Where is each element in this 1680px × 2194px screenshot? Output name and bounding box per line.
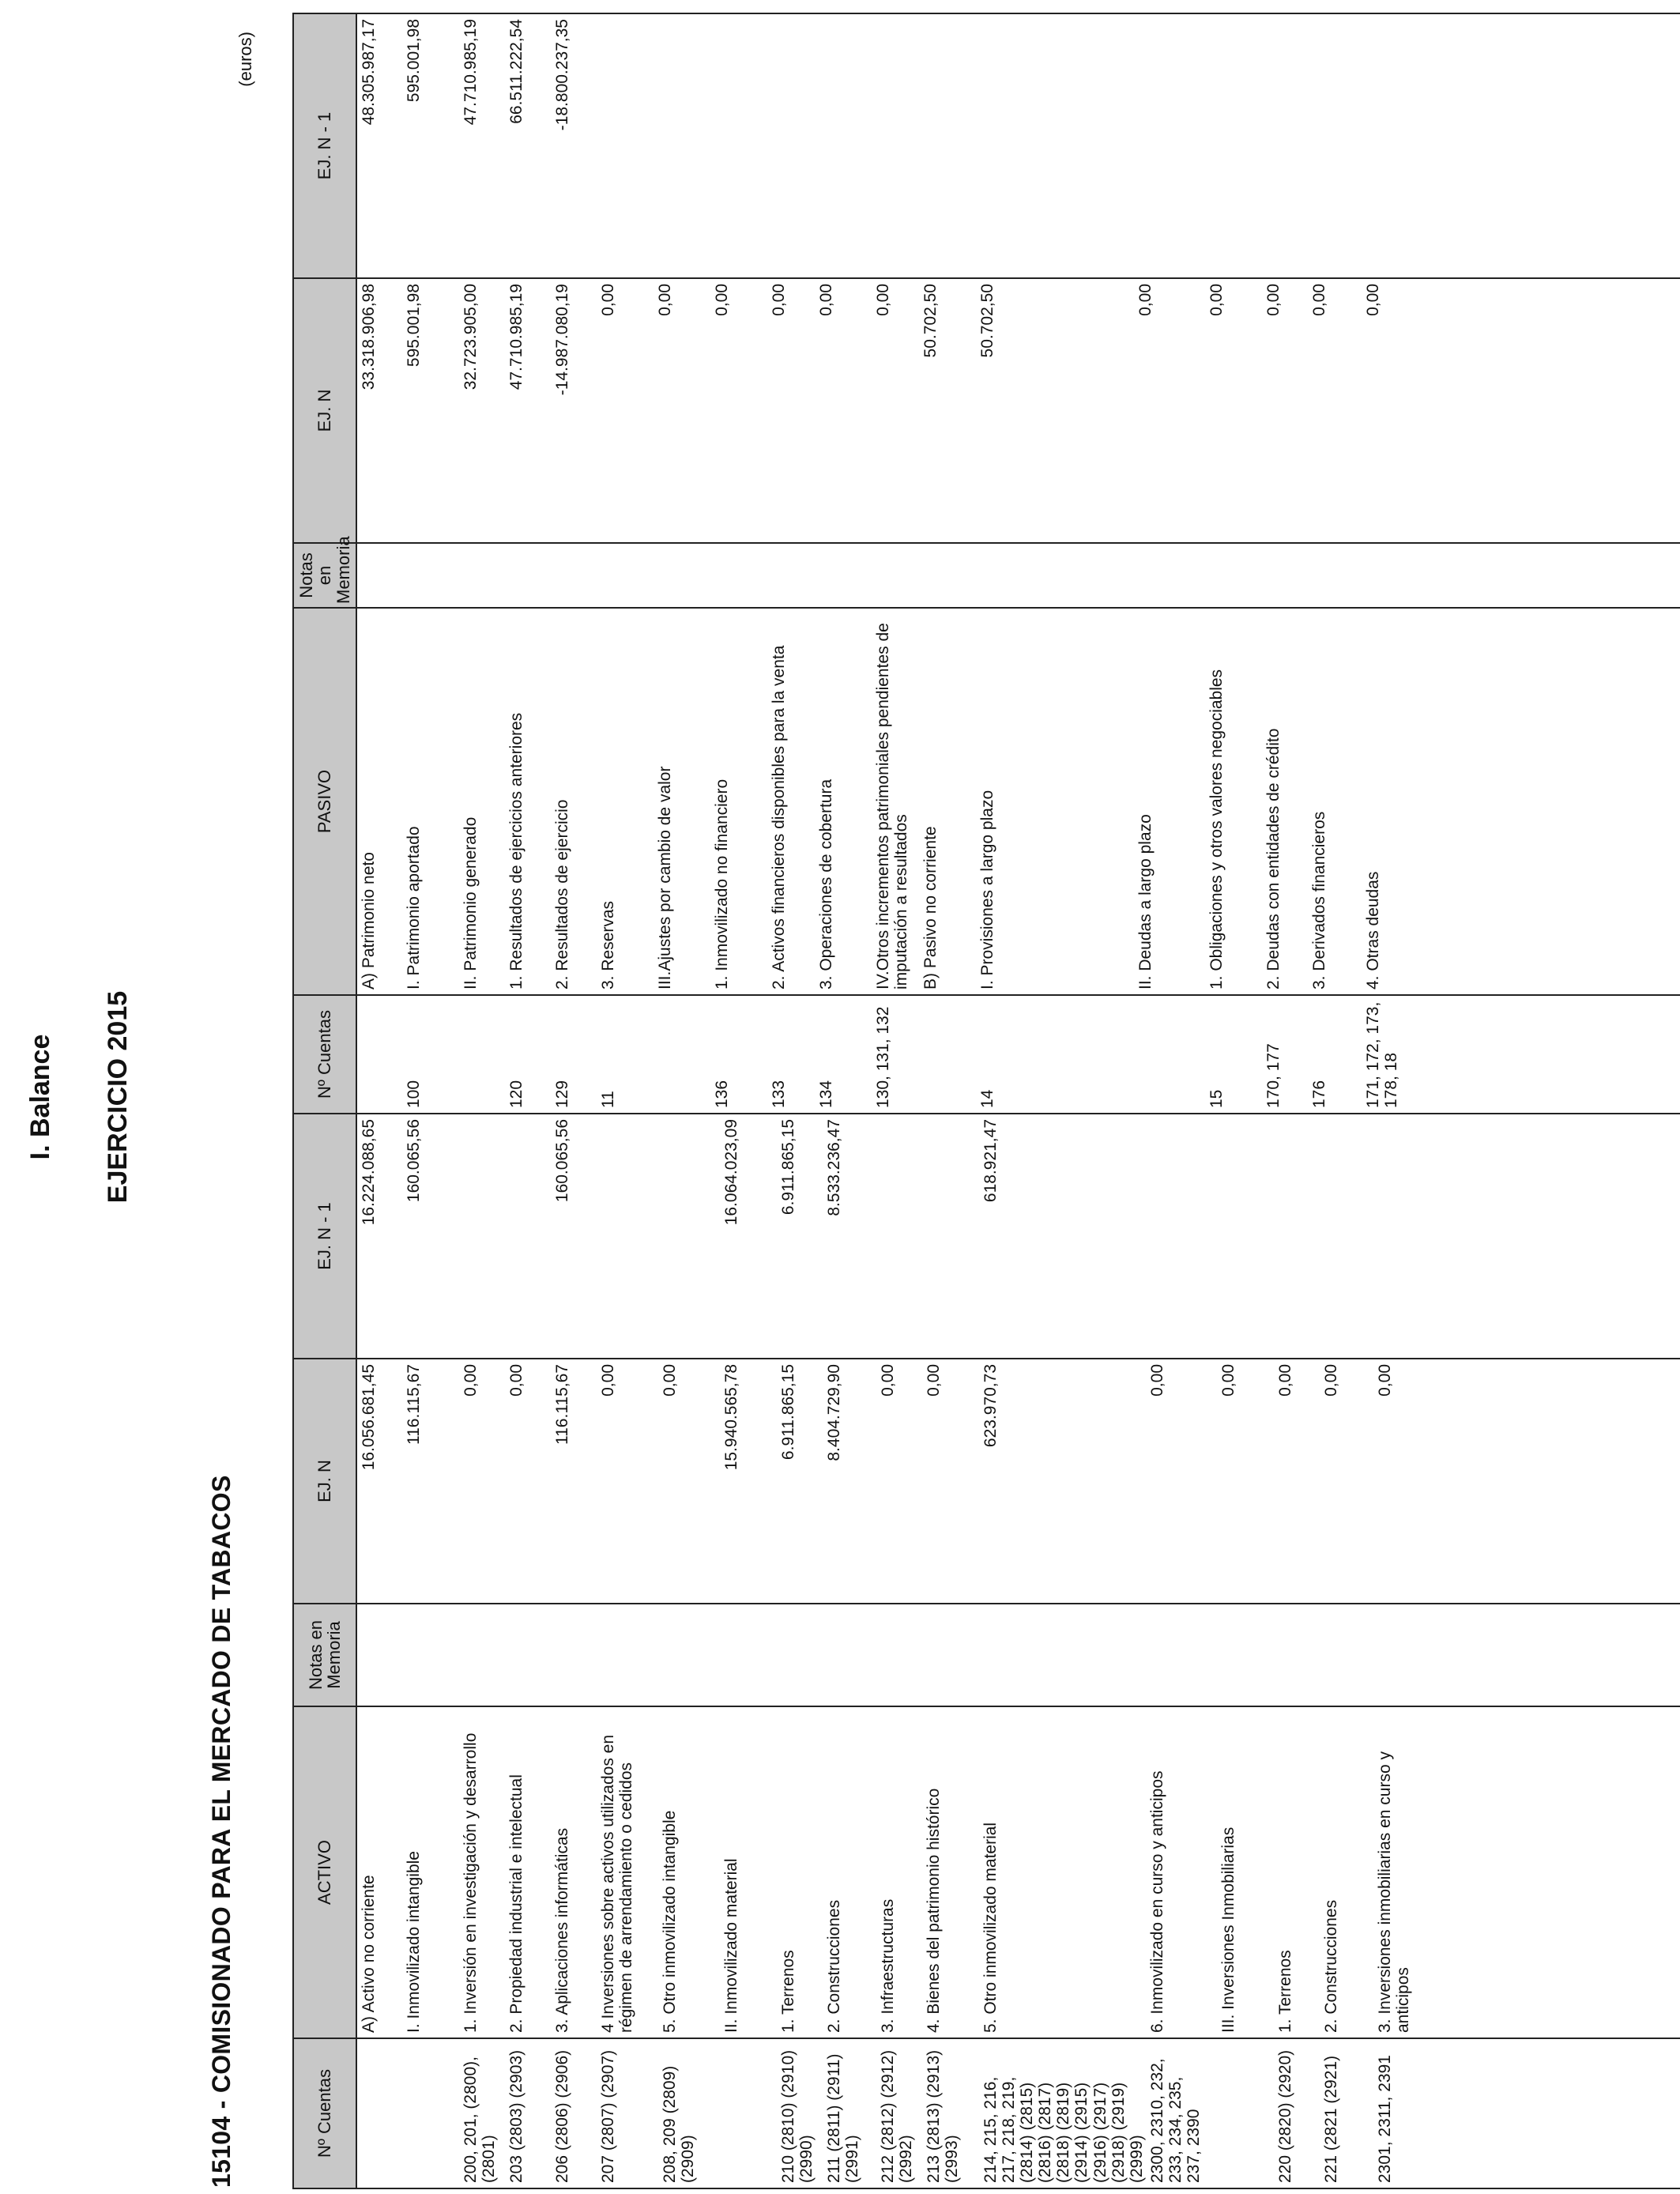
activo-row — [1217, 1114, 1274, 2188]
pasivo-row — [356, 13, 402, 1114]
pasivo-notes-cell — [710, 543, 767, 608]
pasivo-label-cell: 1. Resultados de ejercicios anteriores — [505, 608, 551, 995]
activo-ej-n1-cell: 6.911.865,15 — [777, 1114, 823, 1359]
activo-filler-cell — [1419, 1114, 1680, 1359]
pasivo-label-cell: 3. Reservas — [597, 608, 654, 995]
activo-row — [1320, 1114, 1373, 2188]
activo-ej-n1-cell — [658, 1114, 720, 1359]
activo-label-cell: A) Activo no corriente — [356, 1706, 402, 2038]
activo-ej-n1-cell: 160.065,56 — [551, 1114, 597, 1359]
activo-col-ej-n: EJ. N — [293, 1359, 356, 1604]
currency-unit: (euros) — [235, 32, 255, 87]
pasivo-ej-n1-cell — [815, 13, 872, 278]
activo-label-cell: 5. Otro inmovilizado intangible — [658, 1706, 720, 2038]
activo-notes-cell — [1274, 1604, 1320, 1706]
activo-notes-cell — [823, 1604, 876, 1706]
pasivo-ej-n-cell: 0,00 — [654, 278, 710, 543]
pasivo-row — [1262, 13, 1308, 1114]
activo-filler-cell — [1419, 2038, 1680, 2188]
pasivo-ej-n1-cell: 47.710.985,19 — [459, 13, 505, 278]
pasivo-ej-n-cell: 0,00 — [815, 278, 872, 543]
activo-accounts-cell: 220 (2820) (2920) — [1274, 2038, 1320, 2188]
pasivo-ej-n-cell: 0,00 — [767, 278, 815, 543]
activo-ej-n1-cell — [459, 1114, 505, 1359]
pasivo-accounts-cell: 130, 131, 132 — [872, 995, 919, 1114]
activo-row — [551, 1114, 597, 2188]
pasivo-row — [710, 13, 767, 1114]
activo-row — [979, 1114, 1146, 2188]
activo-label-cell: 5. Otro inmovilizado material — [979, 1706, 1146, 2038]
activo-ej-n1-cell — [1217, 1114, 1274, 1359]
pasivo-notes-cell — [551, 543, 597, 608]
activo-col-label: ACTIVO — [293, 1706, 356, 2038]
pasivo-row — [976, 13, 1134, 1114]
activo-ej-n-cell: 116.115,67 — [551, 1359, 597, 1604]
pasivo-col-ej-n1: EJ. N - 1 — [293, 13, 356, 278]
pasivo-label-cell: 1. Obligaciones y otros valores negociables — [1205, 608, 1262, 995]
pasivo-ej-n-cell: 50.702,50 — [976, 278, 1134, 543]
activo-accounts-cell: 214, 215, 216, 217, 218, 219, (2814) (2815) (2816) (2817) (2818) (2819) (2914) (2915) (2916) (2917) (2918) (2919) (2999) — [979, 2038, 1146, 2188]
pasivo-ej-n1-cell: -18.800.237,35 — [551, 13, 597, 278]
pasivo-ej-n1-cell: 48.305.987,17 — [356, 13, 402, 278]
activo-accounts-cell: 206 (2806) (2906) — [551, 2038, 597, 2188]
activo-notes-cell — [979, 1604, 1146, 1706]
activo-label-cell: II. Inmovilizado material — [720, 1706, 777, 2038]
pasivo-accounts-cell: 14 — [976, 995, 1134, 1114]
activo-ej-n1-cell — [876, 1114, 922, 1359]
pasivo-accounts-cell: 136 — [710, 995, 767, 1114]
pasivo-row — [872, 13, 919, 1114]
pasivo-col-notes: Notas en Memoria — [293, 543, 356, 608]
activo-label-cell: 3. Inversiones inmobiliarias en curso y anticipos — [1373, 1706, 1419, 2038]
activo-accounts-cell: 213 (2813) (2913) (2993) — [922, 2038, 979, 2188]
pasivo-ej-n1-cell — [767, 13, 815, 278]
pasivo-ej-n1-cell — [1205, 13, 1262, 278]
activo-notes-cell — [356, 1604, 402, 1706]
pasivo-row — [767, 13, 815, 1114]
activo-label-cell: III. Inversiones Inmobiliarias — [1217, 1706, 1274, 2038]
document-header — [0, 0, 292, 2194]
activo-accounts-cell: 207 (2807) (2907) — [597, 2038, 658, 2188]
activo-accounts-cell: 211 (2811) (2911) (2991) — [823, 2038, 876, 2188]
activo-accounts-cell: 210 (2810) (2910) (2990) — [777, 2038, 823, 2188]
activo-notes-cell — [402, 1604, 459, 1706]
pasivo-label-cell: IV.Otros incrementos patrimoniales pendientes de imputación a resultados — [872, 608, 919, 995]
activo-row — [597, 1114, 658, 2188]
pasivo-ej-n-cell: 0,00 — [1308, 278, 1362, 543]
pasivo-ej-n1-cell — [1308, 13, 1362, 278]
activo-row — [459, 1114, 505, 2188]
activo-ej-n1-cell: 618.921,47 — [979, 1114, 1146, 1359]
activo-ej-n-cell: 8.404.729,90 — [823, 1359, 876, 1604]
activo-notes-cell — [597, 1604, 658, 1706]
activo-notes-cell — [1373, 1604, 1419, 1706]
pasivo-label-cell: B) Pasivo no corriente — [919, 608, 976, 995]
activo-label-cell: 2. Construcciones — [823, 1706, 876, 2038]
pasivo-label-cell: 2. Resultados de ejercicio — [551, 608, 597, 995]
pasivo-row — [654, 13, 710, 1114]
pasivo-accounts-cell: 11 — [597, 995, 654, 1114]
activo-ej-n1-cell: 16.224.088,65 — [356, 1114, 402, 1359]
pasivo-row — [1308, 13, 1362, 1114]
pasivo-ej-n-cell: 32.723.905,00 — [459, 278, 505, 543]
activo-filler-cell — [1419, 1359, 1680, 1604]
pasivo-label-cell: 1. Inmovilizado no financiero — [710, 608, 767, 995]
activo-label-cell: 1. Terrenos — [1274, 1706, 1320, 2038]
activo-notes-cell — [922, 1604, 979, 1706]
page-heading: I. Balance — [25, 1034, 55, 1160]
pasivo-notes-cell — [767, 543, 815, 608]
activo-notes-cell — [720, 1604, 777, 1706]
pasivo-row — [1134, 13, 1205, 1114]
activo-accounts-cell — [356, 2038, 402, 2188]
activo-notes-cell — [1320, 1604, 1373, 1706]
pasivo-accounts-cell: 15 — [1205, 995, 1262, 1114]
pasivo-ej-n-cell: 0,00 — [710, 278, 767, 543]
pasivo-accounts-cell: 170, 177 — [1262, 995, 1308, 1114]
pasivo-ej-n-cell: 0,00 — [1205, 278, 1262, 543]
pasivo-accounts-cell — [459, 995, 505, 1114]
pasivo-ej-n-cell: 0,00 — [1362, 278, 1407, 543]
activo-ej-n-cell: 0,00 — [1146, 1359, 1217, 1604]
activo-row — [922, 1114, 979, 2188]
pasivo-table — [292, 13, 1680, 1114]
activo-notes-cell — [1146, 1604, 1217, 1706]
pasivo-notes-cell — [919, 543, 976, 608]
pasivo-label-cell: A) Patrimonio neto — [356, 608, 402, 995]
pasivo-notes-cell — [402, 543, 459, 608]
activo-label-cell: 1. Inversión en investigación y desarrollo — [459, 1706, 505, 2038]
pasivo-accounts-cell — [919, 995, 976, 1114]
pasivo-row — [815, 13, 872, 1114]
activo-notes-cell — [658, 1604, 720, 1706]
pasivo-ej-n1-cell — [654, 13, 710, 278]
pasivo-label-cell: 3. Operaciones de cobertura — [815, 608, 872, 995]
pasivo-ej-n1-cell — [1134, 13, 1205, 278]
pasivo-ej-n-cell: 0,00 — [1262, 278, 1308, 543]
activo-row — [1373, 1114, 1419, 2188]
pasivo-ej-n-cell: 0,00 — [597, 278, 654, 543]
pasivo-accounts-cell — [654, 995, 710, 1114]
activo-row — [720, 1114, 777, 2188]
pasivo-label-cell: I. Patrimonio aportado — [402, 608, 459, 995]
activo-accounts-cell — [720, 2038, 777, 2188]
pasivo-ej-n-cell: -14.987.080,19 — [551, 278, 597, 543]
activo-notes-cell — [1217, 1604, 1274, 1706]
pasivo-ej-n1-cell — [710, 13, 767, 278]
activo-label-cell: 1. Terrenos — [777, 1706, 823, 2038]
pasivo-notes-cell — [459, 543, 505, 608]
pasivo-row — [505, 13, 551, 1114]
pasivo-notes-cell — [1362, 543, 1407, 608]
activo-ej-n-cell: 0,00 — [1320, 1359, 1373, 1604]
activo-ej-n1-cell — [1274, 1114, 1320, 1359]
activo-row — [1146, 1114, 1217, 2188]
activo-row — [823, 1114, 876, 2188]
pasivo-label-cell: III.Ajustes por cambio de valor — [654, 608, 710, 995]
activo-ej-n-cell: 6.911.865,15 — [777, 1359, 823, 1604]
activo-ej-n-cell: 0,00 — [505, 1359, 551, 1604]
activo-row — [658, 1114, 720, 2188]
activo-ej-n1-cell: 8.533.236,47 — [823, 1114, 876, 1359]
activo-ej-n-cell: 116.115,67 — [402, 1359, 459, 1604]
activo-ej-n1-cell — [922, 1114, 979, 1359]
pasivo-label-cell: 3. Derivados financieros — [1308, 608, 1362, 995]
activo-header-row — [293, 1114, 356, 2188]
pasivo-row — [1362, 13, 1407, 1114]
pasivo-row — [919, 13, 976, 1114]
pasivo-filler-cell — [1407, 543, 1680, 608]
activo-ej-n-cell: 0,00 — [597, 1359, 658, 1604]
pasivo-accounts-cell — [356, 995, 402, 1114]
activo-notes-cell — [876, 1604, 922, 1706]
activo-label-cell: I. Inmovilizado intangible — [402, 1706, 459, 2038]
activo-row — [505, 1114, 551, 2188]
pasivo-header-row — [293, 13, 356, 1114]
pasivo-filler-cell — [1407, 278, 1680, 543]
activo-filler-row — [1419, 1114, 1680, 2188]
activo-accounts-cell: 208, 209 (2809) (2909) — [658, 2038, 720, 2188]
pasivo-row — [459, 13, 505, 1114]
activo-ej-n-cell: 15.940.565,78 — [720, 1359, 777, 1604]
activo-table — [292, 1113, 1680, 2189]
pasivo-filler-cell — [1407, 13, 1680, 278]
activo-notes-cell — [505, 1604, 551, 1706]
activo-notes-cell — [551, 1604, 597, 1706]
activo-ej-n-cell: 0,00 — [1274, 1359, 1320, 1604]
activo-accounts-cell: 2300, 2310, 232, 233, 234, 235, 237, 2390 — [1146, 2038, 1217, 2188]
pasivo-accounts-cell: 133 — [767, 995, 815, 1114]
pasivo-ej-n-cell: 595.001,98 — [402, 278, 459, 543]
pasivo-ej-n1-cell: 66.511.222,54 — [505, 13, 551, 278]
activo-accounts-cell: 221 (2821 (2921) — [1320, 2038, 1373, 2188]
activo-notes-cell — [777, 1604, 823, 1706]
pasivo-label-cell: I. Provisiones a largo plazo — [976, 608, 1134, 995]
pasivo-accounts-cell: 134 — [815, 995, 872, 1114]
pasivo-ej-n-cell: 0,00 — [872, 278, 919, 543]
pasivo-ej-n1-cell — [976, 13, 1134, 278]
pasivo-label-cell: II. Deudas a largo plazo — [1134, 608, 1205, 995]
activo-ej-n1-cell — [505, 1114, 551, 1359]
activo-filler-cell — [1419, 1706, 1680, 2038]
pasivo-notes-cell — [1205, 543, 1262, 608]
activo-notes-cell — [459, 1604, 505, 1706]
pasivo-row — [551, 13, 597, 1114]
pasivo-accounts-cell: 176 — [1308, 995, 1362, 1114]
activo-ej-n-cell: 16.056.681,45 — [356, 1359, 402, 1604]
activo-ej-n-cell: 0,00 — [922, 1359, 979, 1604]
pasivo-notes-cell — [1262, 543, 1308, 608]
pasivo-accounts-cell: 100 — [402, 995, 459, 1114]
activo-filler-cell — [1419, 1604, 1680, 1706]
activo-ej-n1-cell — [1320, 1114, 1373, 1359]
pasivo-notes-cell — [872, 543, 919, 608]
activo-label-cell: 3. Aplicaciones informáticas — [551, 1706, 597, 2038]
pasivo-ej-n1-cell — [1262, 13, 1308, 278]
pasivo-ej-n-cell: 50.702,50 — [919, 278, 976, 543]
activo-ej-n-cell: 0,00 — [459, 1359, 505, 1604]
activo-row — [356, 1114, 402, 2188]
entity-title: 15104 - COMISIONADO PARA EL MERCADO DE TABACOS — [207, 1475, 235, 2188]
activo-col-accounts: Nº Cuentas — [293, 2038, 356, 2188]
activo-row — [876, 1114, 922, 2188]
activo-accounts-cell — [1217, 2038, 1274, 2188]
pasivo-label-cell: II. Patrimonio generado — [459, 608, 505, 995]
pasivo-col-accounts: Nº Cuentas — [293, 995, 356, 1114]
activo-label-cell: 6. Inmovilizado en curso y anticipos — [1146, 1706, 1217, 2038]
pasivo-row — [597, 13, 654, 1114]
activo-ej-n-cell: 0,00 — [1373, 1359, 1419, 1604]
pasivo-notes-cell — [597, 543, 654, 608]
pasivo-accounts-cell: 171, 172, 173, 178, 18 — [1362, 995, 1407, 1114]
pasivo-row — [1205, 13, 1262, 1114]
pasivo-accounts-cell — [1134, 995, 1205, 1114]
pasivo-notes-cell — [505, 543, 551, 608]
pasivo-ej-n1-cell — [872, 13, 919, 278]
pasivo-filler-cell — [1407, 995, 1680, 1114]
pasivo-row — [402, 13, 459, 1114]
pasivo-ej-n1-cell — [597, 13, 654, 278]
pasivo-ej-n-cell: 33.318.906,98 — [356, 278, 402, 543]
pasivo-notes-cell — [976, 543, 1134, 608]
activo-ej-n1-cell — [1373, 1114, 1419, 1359]
pasivo-accounts-cell: 129 — [551, 995, 597, 1114]
activo-row — [1274, 1114, 1320, 2188]
activo-ej-n-cell: 0,00 — [658, 1359, 720, 1604]
pasivo-ej-n-cell: 0,00 — [1134, 278, 1205, 543]
activo-row — [777, 1114, 823, 2188]
pasivo-notes-cell — [356, 543, 402, 608]
activo-label-cell: 4. Bienes del patrimonio histórico — [922, 1706, 979, 2038]
activo-accounts-cell: 203 (2803) (2903) — [505, 2038, 551, 2188]
pasivo-accounts-cell: 120 — [505, 995, 551, 1114]
activo-label-cell: 4 Inversiones sobre activos utilizados en régimen de arrendamiento o cedidos — [597, 1706, 658, 2038]
activo-ej-n-cell: 0,00 — [1217, 1359, 1274, 1604]
activo-ej-n-cell: 0,00 — [876, 1359, 922, 1604]
pasivo-notes-cell — [1134, 543, 1205, 608]
pasivo-ej-n1-cell — [1362, 13, 1407, 278]
activo-accounts-cell: 212 (2812) (2912) (2992) — [876, 2038, 922, 2188]
activo-row — [402, 1114, 459, 2188]
pasivo-notes-cell — [815, 543, 872, 608]
exercise-title: EJERCICIO 2015 — [103, 990, 133, 1204]
activo-accounts-cell: 2301, 2311, 2391 — [1373, 2038, 1419, 2188]
activo-label-cell: 2. Propiedad industrial e intelectual — [505, 1706, 551, 2038]
pasivo-ej-n1-cell — [919, 13, 976, 278]
pasivo-label-cell: 2. Activos financieros disponibles para la venta — [767, 608, 815, 995]
pasivo-col-label: PASIVO — [293, 608, 356, 995]
activo-ej-n1-cell: 16.064.023,09 — [720, 1114, 777, 1359]
pasivo-col-ej-n: EJ. N — [293, 278, 356, 543]
pasivo-label-cell: 4. Otras deudas — [1362, 608, 1407, 995]
activo-col-ej-n1: EJ. N - 1 — [293, 1114, 356, 1359]
activo-col-notes: Notas en Memoria — [293, 1604, 356, 1706]
activo-accounts-cell — [402, 2038, 459, 2188]
pasivo-notes-cell — [654, 543, 710, 608]
activo-ej-n1-cell — [1146, 1114, 1217, 1359]
pasivo-ej-n-cell: 47.710.985,19 — [505, 278, 551, 543]
pasivo-label-cell: 2. Deudas con entidades de crédito — [1262, 608, 1308, 995]
pasivo-notes-cell — [1308, 543, 1362, 608]
pasivo-ej-n1-cell: 595.001,98 — [402, 13, 459, 278]
activo-label-cell: 3. Infraestructuras — [876, 1706, 922, 2038]
pasivo-filler-cell — [1407, 608, 1680, 995]
activo-ej-n1-cell: 160.065,56 — [402, 1114, 459, 1359]
activo-ej-n-cell: 623.970,73 — [979, 1359, 1146, 1604]
activo-label-cell: 2. Construcciones — [1320, 1706, 1373, 2038]
activo-accounts-cell: 200, 201, (2800), (2801) — [459, 2038, 505, 2188]
pasivo-filler-row — [1407, 13, 1680, 1114]
activo-ej-n1-cell — [597, 1114, 658, 1359]
